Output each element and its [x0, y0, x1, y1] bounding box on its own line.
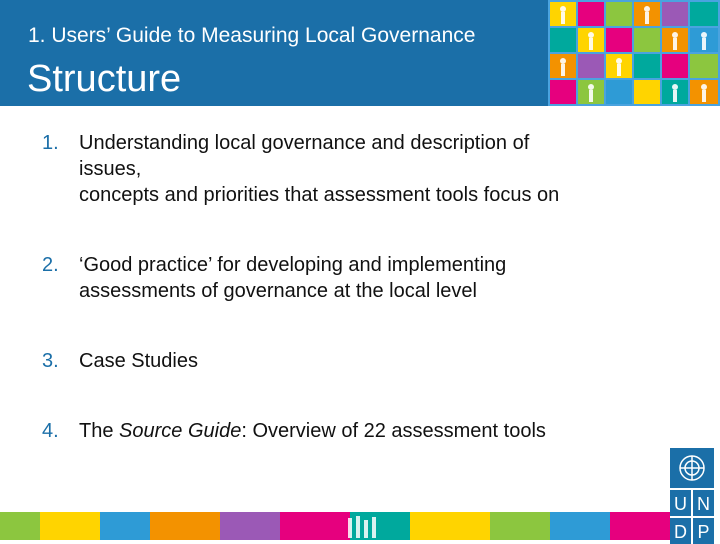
decorative-people-mosaic [548, 0, 720, 106]
text-before: The [79, 420, 120, 442]
un-emblem-icon [680, 456, 704, 480]
slide-title: Structure [27, 58, 182, 100]
undp-letter-n: N [697, 494, 710, 514]
list-text-line: ‘Good practice’ for developing and implementing [79, 254, 507, 276]
list-text-line: Understanding local governance and description of [79, 132, 530, 154]
list-text-line [79, 418, 662, 444]
slide-header [0, 0, 720, 106]
undp-letter-p: P [697, 522, 710, 542]
slide-subtitle: 1. Users’ Guide to Measuring Local Governance [28, 24, 476, 47]
list-number: 3. [42, 350, 59, 372]
list-text-line: concepts and priorities that assessment tools focus on [79, 184, 560, 206]
undp-letter-d: D [674, 522, 687, 542]
source-guide-title: Source Guide [119, 420, 242, 442]
list-text-line: Case Studies [79, 350, 198, 372]
list-item [42, 130, 662, 208]
list-number: 1. [42, 132, 59, 154]
undp-letter-u: U [674, 494, 687, 514]
undp-logo [670, 448, 714, 544]
list-text-line: issues, [79, 158, 142, 180]
decorative-bottom-strip [0, 512, 670, 540]
list-item [42, 418, 662, 444]
structure-list [42, 130, 662, 444]
list-number: 4. [42, 420, 59, 442]
list-item [42, 348, 662, 374]
text-after: : Overview of 22 assessment tools [241, 420, 546, 442]
list-item [42, 252, 662, 304]
list-number: 2. [42, 254, 59, 276]
list-text-line: assessments of governance at the local level [79, 280, 477, 302]
